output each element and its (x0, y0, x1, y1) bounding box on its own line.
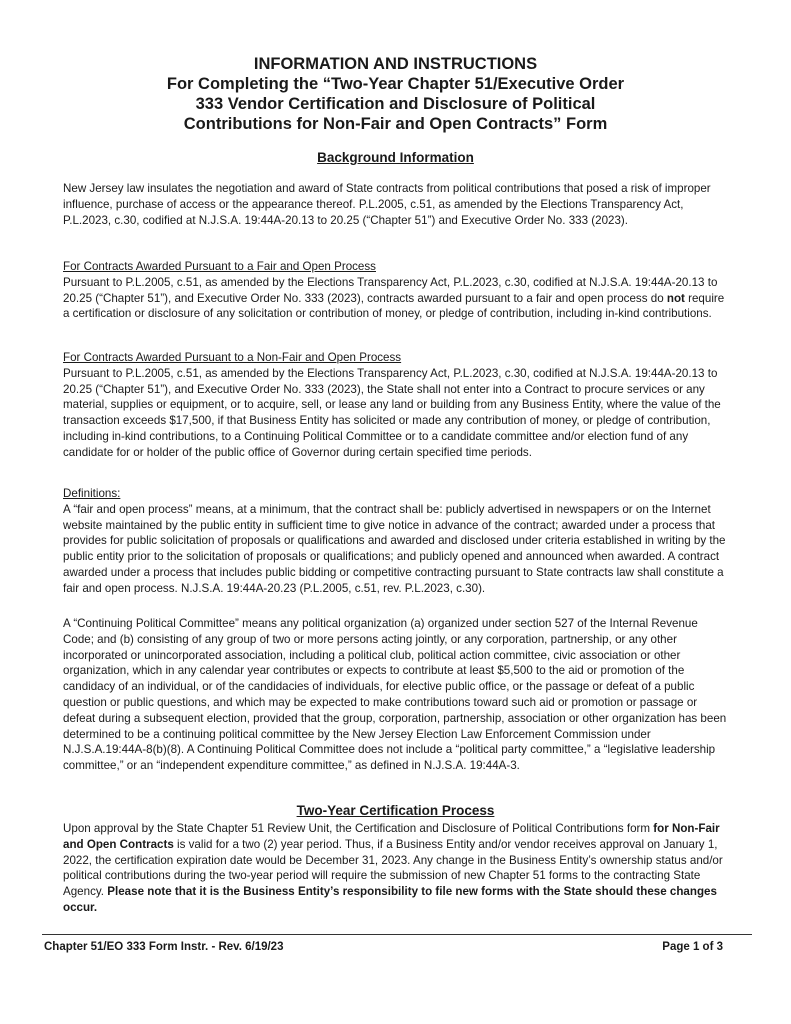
fair-open-subheading: For Contracts Awarded Pursuant to a Fair and Open Process (63, 260, 376, 273)
continuing-committee-section (63, 616, 731, 774)
fair-open-section (63, 259, 731, 322)
two-year-section (63, 821, 731, 916)
two-year-text-2: is valid for a two (2) year period. Thus, if a Business Entity and/or vendor receives approval on January 1, 2022, the certification expiration date would be December 31, 2023. Any change in the Business Entity’s ownership status and/or political contributions during the two-year period will require the submission of new Chapter 51 forms to the contracting State Agency. (63, 837, 723, 899)
fair-open-paragraph (63, 275, 731, 322)
two-year-paragraph (63, 821, 731, 916)
footer-form-id: Chapter 51/EO 333 Form Instr. - Rev. 6/19/23 (44, 941, 284, 953)
fair-open-text-2: require a certification or disclosure of any solicitation or contribution of money, or pledge of contribution, including in-kind contributions. (63, 291, 725, 321)
two-year-bold-2: Please note that it is the Business Entity’s responsibility to file new forms with the State should these changes occur. (63, 885, 717, 914)
footer-divider (42, 934, 752, 935)
two-year-text-1: Upon approval by the State Chapter 51 Review Unit, the Certification and Disclosure of Political Contributions form (63, 822, 654, 835)
background-intro (63, 181, 731, 228)
fair-open-text-1: Pursuant to P.L.2005, c.51, as amended by the Elections Transparency Act, P.L.2023, c.30, codified at N.J.S.A. 19:44A-20.13 to 20.25 (“Chapter 51”), and Executive Order No. 333 (2023), contracts awarded pursuant to a fair and open process do (63, 275, 718, 305)
fair-open-not: not (666, 291, 685, 305)
intro-paragraph: New Jersey law insulates the negotiation and award of State contracts from political contributions that posed a risk of improper influence, purchase of access or the appearance thereof. P.L.2005, c.51, as amended by the Elections Transparency Act, P.L.2023, c.30, codified at N.J.S.A. 19:44A-20.13 to 20.25 (“Chapter 51”) and Executive Order No. 333 (2023). (63, 182, 711, 227)
definitions-subheading: Definitions: (63, 487, 121, 500)
continuing-committee-definition: A “Continuing Political Committee” means any political organization (a) organized under section 527 of the Internal Revenue Code; and (b) consisting of any group of two or more persons acting jointly, or any corporation, partnership, or any other incorporated or unincorporated association, including a political club, political action committee, civic association or other organization, which in any calendar year contributes or expects to contribute at least $5,500 to the aid or promotion of the candidacy of an individual, or of the candidacies of individuals, for elective public office, or the passage or defeat of a public question or public questions, and which may be expected to make contributions toward such aid or promotion or passage or defeat during a subsequent election, provided that the group, corporation, partnership, association or other organization has been determined to be a continuing political committee by the New Jersey Election Law Enforcement Commission under N.J.S.A.19:44A-8(b)(8). A Continuing Political Committee does not include a “political party committee,” a “legislative leadership committee,” or an “independent expenditure committee,” as defined in N.J.S.A. 19:44A-3. (63, 617, 727, 773)
nonfair-open-subheading: For Contracts Awarded Pursuant to a Non-Fair and Open Process (63, 351, 402, 364)
definitions-section (63, 486, 731, 597)
nonfair-open-section (63, 350, 731, 461)
title-line-2: For Completing the “Two-Year Chapter 51/Executive Order (166, 75, 625, 93)
footer-page-number: Page 1 of 3 (662, 941, 723, 953)
two-year-bold-1: for Non-Fair and Open Contracts (63, 822, 720, 851)
title-line-4: Contributions for Non-Fair and Open Contracts” Form (183, 115, 608, 133)
document-title (120, 54, 671, 134)
two-year-heading: Two-Year Certification Process (296, 803, 495, 818)
nonfair-open-paragraph: Pursuant to P.L.2005, c.51, as amended by the Elections Transparency Act, P.L.2023, c.30, codified at N.J.S.A. 19:44A-20.13 to 20.25 (“Chapter 51”), and Executive Order No. 333 (2023), the State shall not enter into a Contract to procure services or any material, supplies or equipment, or to acquire, sell, or lease any land or building from any Business Entity, where the value of the transaction exceeds $17,500, if that Business Entity has solicited or made any contribution of money, or pledge of contribution, including in-kind contributions, to a Continuing Political Committee or to a candidate committee and/or election fund of any candidate for or holder of the public office of Governor during certain specified time periods. (63, 366, 721, 459)
fair-open-definition: A “fair and open process” means, at a minimum, that the contract shall be: publicly advertised in newspapers or on the Internet website maintained by the public entity in sufficient time to give notice in advance of the contract; awarded under a process that provides for public solicitation of proposals or qualifications and awarded and disclosed under criteria established in writing by the public entity prior to the solicitation of proposals or qualifications; and publicly opened and announced when awarded. A contract awarded under a process that includes public bidding or competitive contracting pursuant to State contracts law shall constitute a fair and open process. N.J.S.A. 19:44A-20.23 (P.L.2005, c.51, rev. P.L.2023, c.30). (63, 502, 726, 595)
title-line-1: INFORMATION AND INSTRUCTIONS (253, 55, 538, 73)
background-heading: Background Information (317, 150, 474, 165)
title-line-3: 333 Vendor Certification and Disclosure of Political (195, 95, 596, 113)
